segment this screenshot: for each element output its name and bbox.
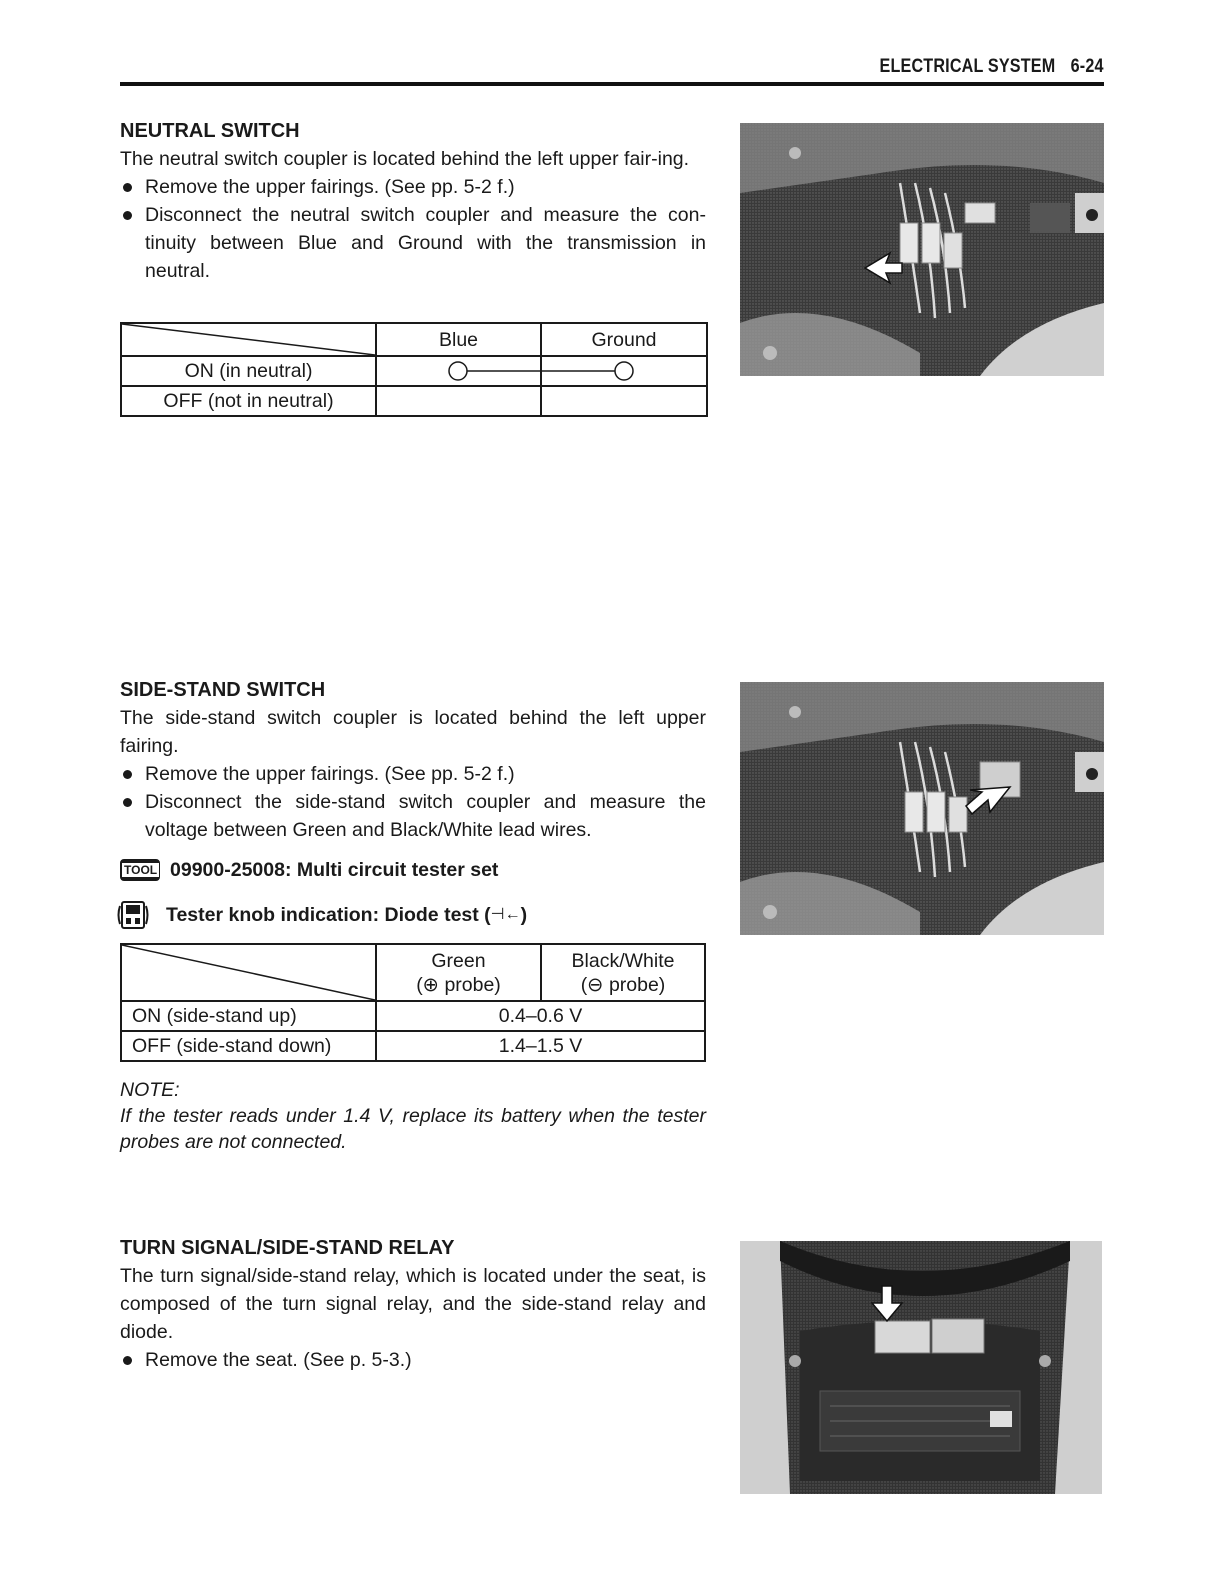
- continuity-symbol: [377, 357, 706, 385]
- row-label-on: ON (in neutral): [121, 356, 376, 386]
- side-stand-switch-intro: The side-stand switch coupler is located behind the left upper fairing.: [120, 707, 706, 757]
- list-item: Disconnect the neutral switch coupler and measure the con-tinuity between Blue and Ground with the transmission in neutral.: [120, 201, 706, 285]
- neutral-continuity-table: [120, 322, 708, 417]
- row-label-off: OFF (side-stand down): [121, 1031, 376, 1061]
- row-label-off: OFF (not in neutral): [121, 386, 376, 416]
- table-corner-cell: [121, 323, 376, 356]
- tool-icon: TOOL: [120, 859, 160, 881]
- column-header-green-name: Green: [431, 949, 486, 972]
- tester-knob-close: ): [520, 904, 528, 926]
- relay-photo: [740, 1241, 1102, 1494]
- relay-steps: [120, 1346, 706, 1374]
- neutral-switch-section: [120, 118, 706, 285]
- column-header-green-probe: (⊕ probe): [416, 973, 501, 996]
- neutral-switch-steps: [120, 173, 706, 285]
- neutral-switch-photo: [740, 123, 1104, 376]
- header-section-title: ELECTRICAL SYSTEM: [879, 56, 1056, 77]
- column-header-black-white: [541, 944, 705, 1001]
- neutral-switch-title: NEUTRAL SWITCH: [120, 120, 300, 142]
- list-item: Remove the seat. (See p. 5-3.): [120, 1346, 706, 1374]
- diagonal-line: [122, 324, 375, 355]
- list-item: Disconnect the side-stand switch coupler and measure the voltage between Green and Black/White lead wires.: [120, 788, 706, 844]
- column-header-blue: Blue: [376, 323, 541, 356]
- tester-knob-line: [116, 900, 527, 930]
- diagonal-line: [122, 945, 375, 1000]
- header-page-number: 6-24: [1070, 56, 1104, 77]
- tool-reference: [120, 857, 498, 883]
- column-header-ground: Ground: [541, 323, 707, 356]
- side-stand-switch-photo: [740, 682, 1104, 935]
- side-stand-switch-steps: [120, 760, 706, 844]
- continuity-cell: [376, 356, 707, 386]
- table-cell: [376, 386, 541, 416]
- relay-title: TURN SIGNAL/SIDE-STAND RELAY: [120, 1237, 455, 1259]
- table-cell: [541, 386, 707, 416]
- side-stand-voltage-table: [120, 943, 706, 1062]
- table-corner-cell: [121, 944, 376, 1001]
- note-block: [120, 1077, 706, 1155]
- side-stand-switch-section: [120, 677, 706, 844]
- diode-symbol: ⊣←: [490, 906, 521, 923]
- relay-intro: The turn signal/side-stand relay, which is located under the seat, is composed of the turn signal relay, and the side-stand relay and diode.: [120, 1265, 706, 1343]
- side-stand-switch-title: SIDE-STAND SWITCH: [120, 679, 326, 701]
- tool-text: 09900-25008: Multi circuit tester set: [170, 859, 499, 881]
- row-label-on: ON (side-stand up): [121, 1001, 376, 1031]
- note-text: If the tester reads under 1.4 V, replace its battery when the tester probes are not connected.: [120, 1105, 706, 1153]
- page-header: [120, 52, 1104, 86]
- relay-section: [120, 1235, 706, 1374]
- row-value-off: 1.4–1.5 V: [376, 1031, 705, 1061]
- list-item: Remove the upper fairings. (See pp. 5-2 f.): [120, 760, 706, 788]
- tester-knob-text: Tester knob indication: Diode test (: [166, 904, 491, 926]
- column-header-black-white-probe: (⊖ probe): [580, 973, 666, 996]
- column-header-black-white-name: Black/White: [571, 949, 675, 972]
- neutral-switch-intro: The neutral switch coupler is located behind the left upper fair-ing.: [120, 148, 690, 170]
- note-label: NOTE:: [120, 1079, 180, 1101]
- header-text: [865, 56, 1104, 78]
- list-item: Remove the upper fairings. (See pp. 5-2 f.): [120, 173, 706, 201]
- column-header-green: [376, 944, 541, 1001]
- row-value-on: 0.4–0.6 V: [376, 1001, 705, 1031]
- tester-icon: [116, 900, 152, 930]
